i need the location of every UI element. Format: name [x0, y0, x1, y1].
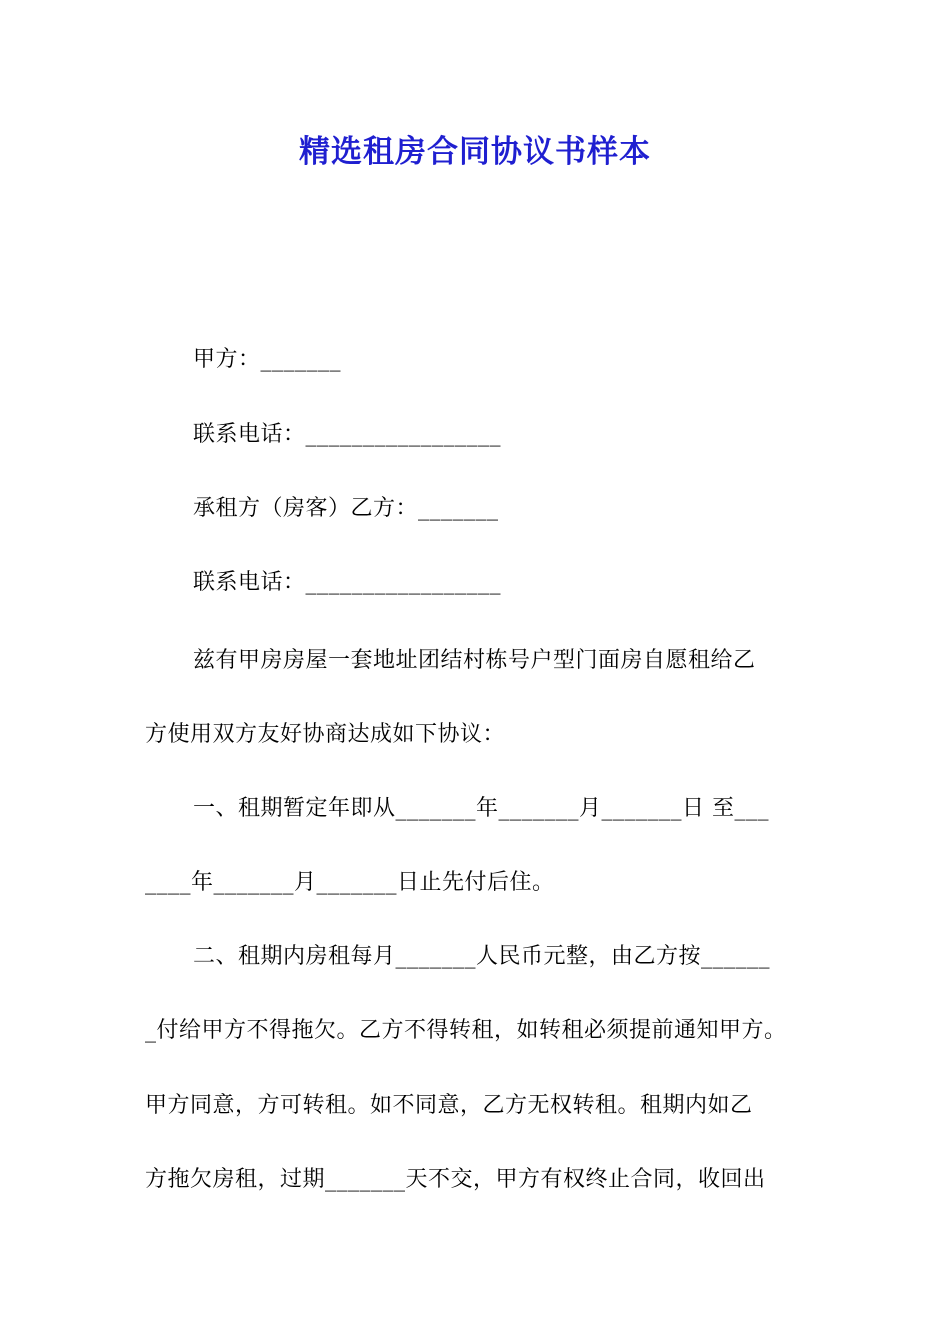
- clause-1-line-2: ____年_______月_______日止先付后住。: [145, 870, 555, 895]
- intro-paragraph-line-1: 兹有甲房房屋一套地址团结村栋号户型门面房自愿租给乙: [193, 648, 756, 673]
- party-b-phone-line: 联系电话：_________________: [193, 570, 502, 595]
- party-b-line: 承租方（房客）乙方：_______: [193, 496, 499, 521]
- intro-paragraph-line-2: 方使用双方友好协商达成如下协议：: [145, 722, 506, 747]
- clause-2-line-2: _付给甲方不得拖欠。乙方不得转租，如转租必须提前通知甲方。: [145, 1018, 787, 1043]
- clause-1-line-1: 一、租期暂定年即从_______年_______月_______日 至___: [193, 796, 769, 821]
- clause-2-line-4: 方拖欠房租，过期_______天不交，甲方有权终止合同，收回出: [145, 1167, 766, 1192]
- document-title: 精选租房合同协议书样本: [299, 134, 651, 170]
- party-a-phone-line: 联系电话：_________________: [193, 422, 502, 447]
- party-a-line: 甲方：_______: [193, 347, 342, 372]
- clause-2-line-3: 甲方同意，方可转租。如不同意，乙方无权转租。租期内如乙: [145, 1093, 753, 1118]
- clause-2-line-1: 二、租期内房租每月_______人民币元整，由乙方按______: [193, 944, 771, 969]
